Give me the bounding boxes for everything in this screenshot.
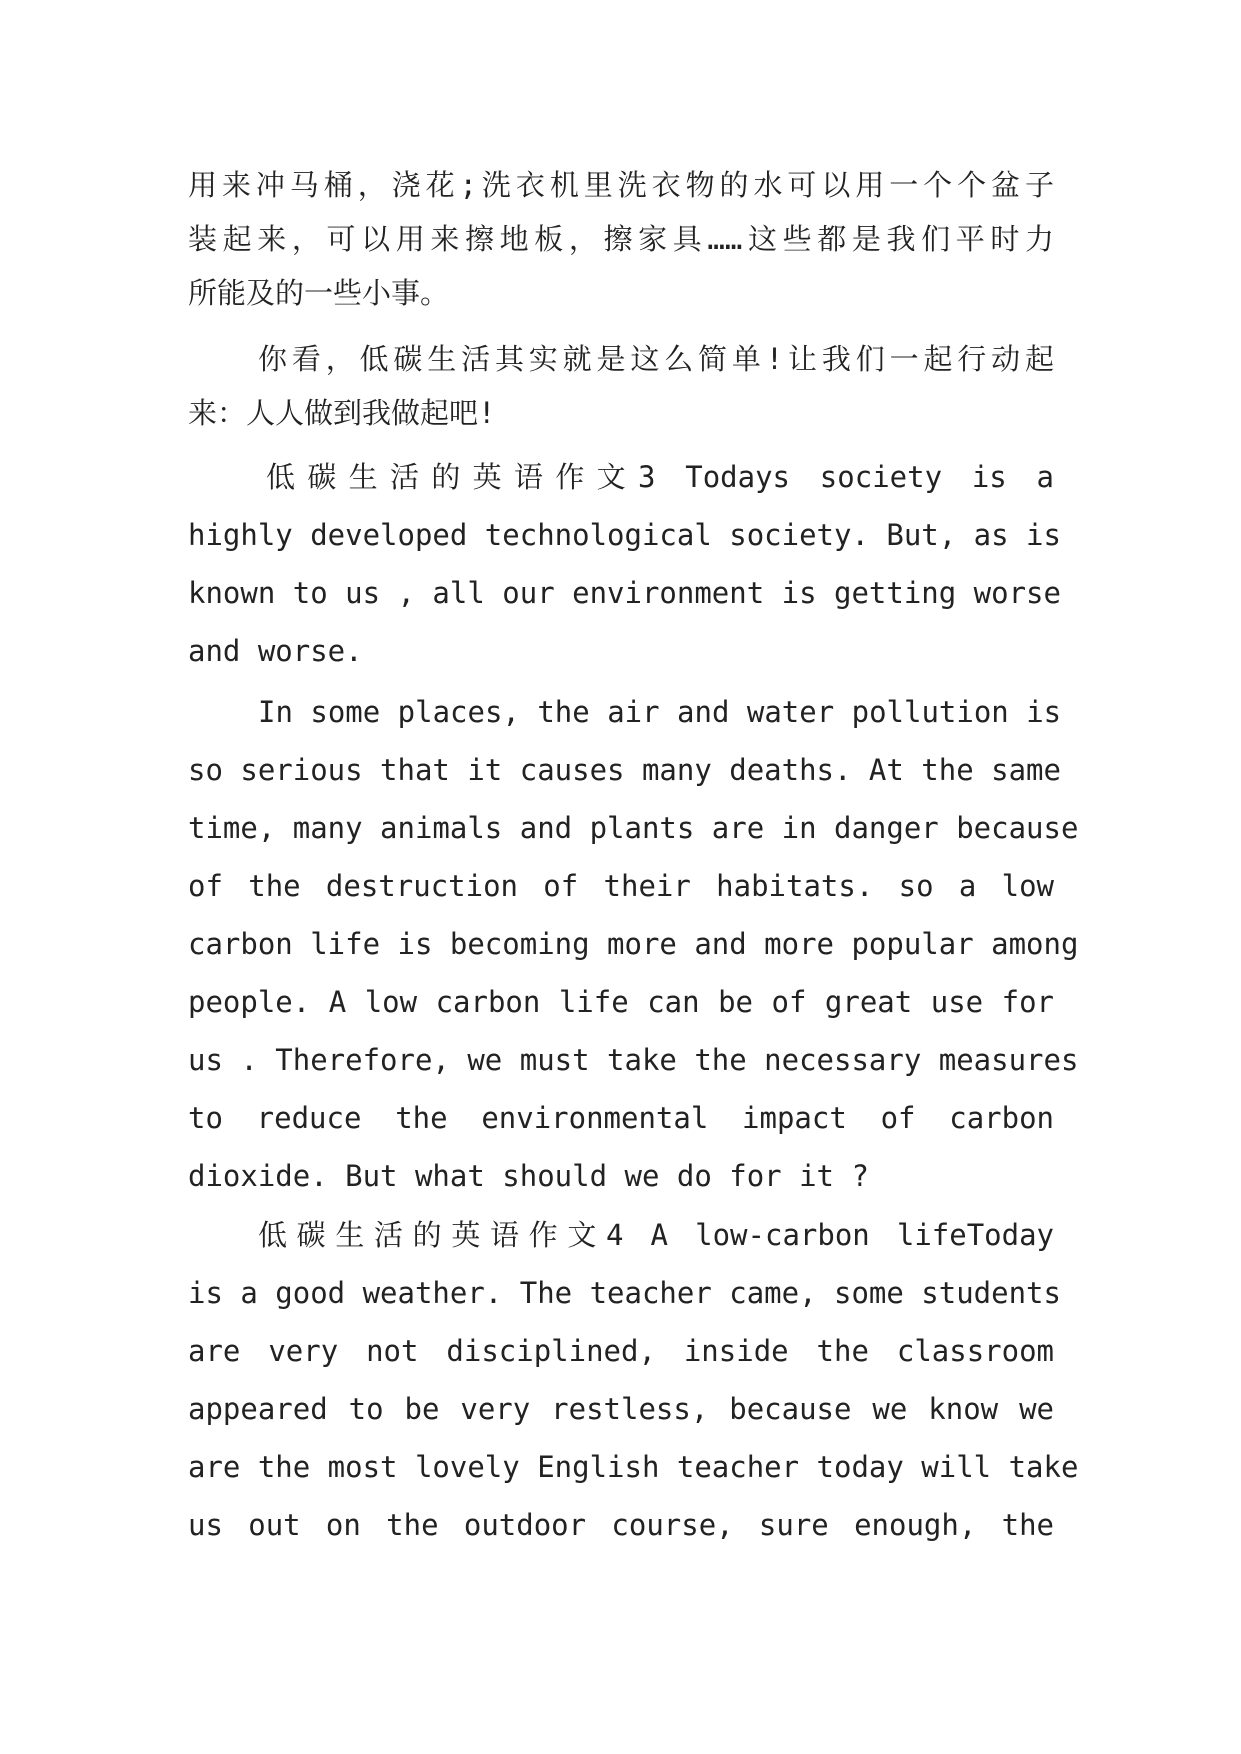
text-line: is a good weather. The teacher came, some students xyxy=(188,1276,1061,1310)
text-line: to reduce the environmental impact of carbon xyxy=(188,1101,1054,1135)
text-line: 所能及的一些小事。 xyxy=(188,276,450,310)
text-line: are the most lovely English teacher today will take xyxy=(188,1450,1079,1484)
text-line: carbon life is becoming more and more popular among xyxy=(188,927,1079,961)
text-line: In some places, the air and water pollution is xyxy=(258,695,1062,729)
text-line: 装起来，可以用来擦地板，擦家具……这些都是我们平时力 xyxy=(188,222,1054,256)
essay-heading-4: 低碳生活的英语作文4 A low-carbon lifeToday xyxy=(258,1218,1054,1252)
text-line: and worse. xyxy=(188,634,363,668)
text-line: appeared to be very restless, because we know we xyxy=(188,1392,1054,1426)
text-line: 你看，低碳生活其实就是这么简单!让我们一起行动起 xyxy=(258,342,1054,376)
text-line: so serious that it causes many deaths. At the same xyxy=(188,753,1061,787)
essay-heading-3: 低碳生活的英语作文3 Todays society is a xyxy=(266,460,1054,494)
text-line: 来：人人做到我做起吧! xyxy=(188,396,496,430)
text-line: time, many animals and plants are in danger because xyxy=(188,811,1079,845)
text-line: dioxide. But what should we do for it ? xyxy=(188,1159,869,1193)
text-line: us out on the outdoor course, sure enough, the xyxy=(188,1508,1054,1542)
text-line: us . Therefore, we must take the necessary measures xyxy=(188,1043,1079,1077)
text-line: of the destruction of their habitats. so a low xyxy=(188,869,1054,903)
text-line: known to us , all our environment is getting worse xyxy=(188,576,1061,610)
text-line: are very not disciplined, inside the classroom xyxy=(188,1334,1054,1368)
text-line: 用来冲马桶，浇花;洗衣机里洗衣物的水可以用一个个盆子 xyxy=(188,168,1054,202)
text-line: people. A low carbon life can be of great use for xyxy=(188,985,1054,1019)
text-line: highly developed technological society. But, as is xyxy=(188,518,1061,552)
